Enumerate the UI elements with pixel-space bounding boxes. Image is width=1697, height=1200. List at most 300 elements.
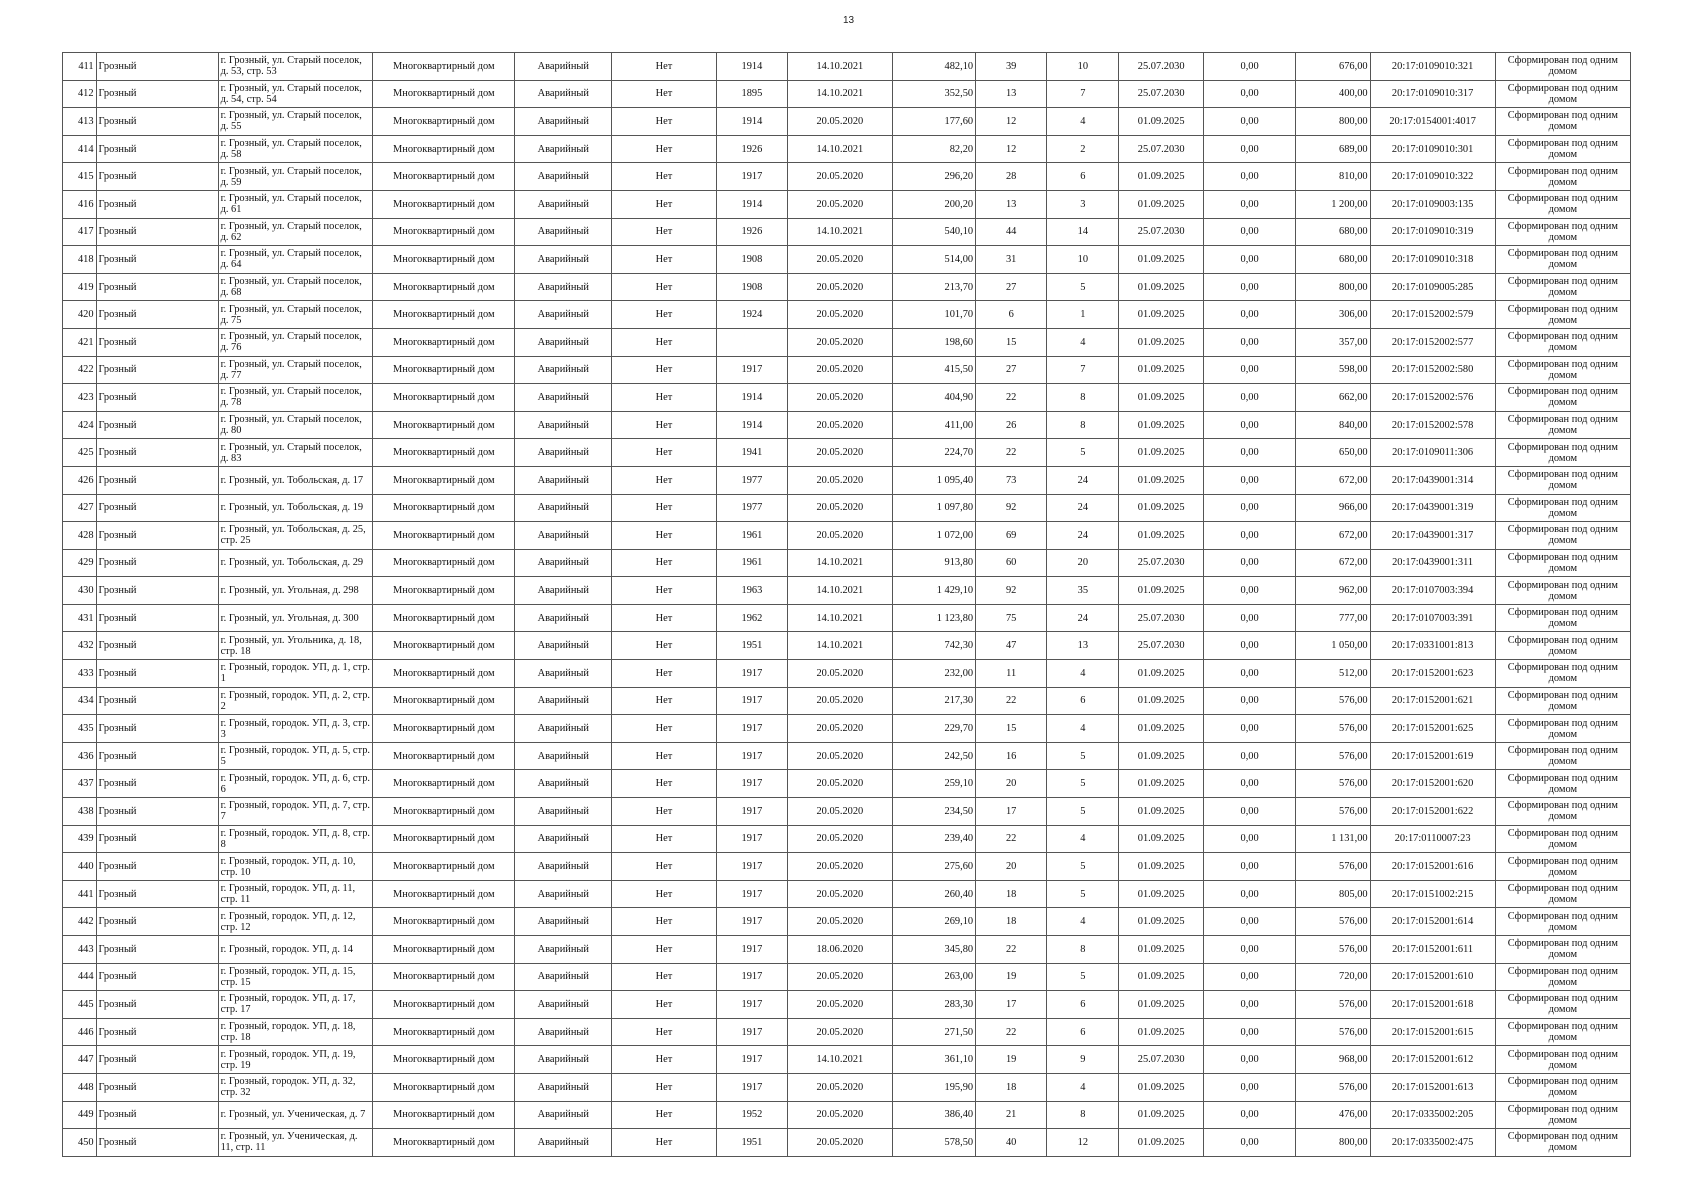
cell-resettlement-date: 01.09.2025: [1119, 522, 1203, 550]
cell-area: 1 123,80: [892, 604, 975, 632]
cell-address: г. Грозный, ул. Угольника, д. 18, стр. 18: [218, 632, 373, 660]
cell-recognition-date: 20.05.2020: [787, 798, 892, 826]
cell-residents: 18: [976, 1073, 1047, 1101]
cell-amount: 0,00: [1203, 880, 1296, 908]
cell-cadastral-number: 20:17:0152002:580: [1370, 356, 1495, 384]
table-row: [63, 80, 1631, 108]
cell-amount: 0,00: [1203, 1018, 1296, 1046]
cell-land-area: 672,00: [1296, 522, 1370, 550]
table-row: [63, 273, 1631, 301]
cell-apartments: 7: [1047, 356, 1119, 384]
cell-recognition-date: 20.05.2020: [787, 908, 892, 936]
cell-condition: Аварийный: [515, 1129, 612, 1157]
cell-land-area: 576,00: [1296, 715, 1370, 743]
cell-year-built: 1926: [716, 218, 787, 246]
cell-building-type: Многоквартирный дом: [373, 301, 515, 329]
cell-amount: 0,00: [1203, 384, 1296, 412]
cell-land-area: 1 050,00: [1296, 632, 1370, 660]
cell-land-status: Сформирован под одним домом: [1495, 825, 1630, 853]
cell-residents: 12: [976, 135, 1047, 163]
cell-cadastral-number: 20:17:0109010:318: [1370, 246, 1495, 274]
cell-condition: Аварийный: [515, 384, 612, 412]
cell-year-built: 1952: [716, 1101, 787, 1129]
cell-city: Грозный: [96, 218, 218, 246]
cell-area: 101,70: [892, 301, 975, 329]
cell-address: г. Грозный, ул. Старый поселок, д. 76: [218, 328, 373, 356]
cell-flag: Нет: [612, 1018, 717, 1046]
cell-city: Грозный: [96, 135, 218, 163]
cell-area: 177,60: [892, 108, 975, 136]
cell-flag: Нет: [612, 356, 717, 384]
cell-address: г. Грозный, ул. Угольная, д. 298: [218, 577, 373, 605]
cell-flag: Нет: [612, 687, 717, 715]
cell-apartments: 1: [1047, 301, 1119, 329]
table-row: [63, 53, 1631, 81]
cell-flag: Нет: [612, 522, 717, 550]
cell-flag: Нет: [612, 963, 717, 991]
cell-year-built: 1941: [716, 439, 787, 467]
cell-recognition-date: 20.05.2020: [787, 880, 892, 908]
cell-address: г. Грозный, ул. Старый поселок, д. 80: [218, 411, 373, 439]
cell-apartments: 9: [1047, 1046, 1119, 1074]
table-row: [63, 246, 1631, 274]
cell-flag: Нет: [612, 108, 717, 136]
cell-residents: 13: [976, 80, 1047, 108]
cell-flag: Нет: [612, 798, 717, 826]
cell-land-status: Сформирован под одним домом: [1495, 1101, 1630, 1129]
cell-land-status: Сформирован под одним домом: [1495, 577, 1630, 605]
cell-address: г. Грозный, городок. УП, д. 2, стр. 2: [218, 687, 373, 715]
cell-resettlement-date: 01.09.2025: [1119, 687, 1203, 715]
cell-apartments: 5: [1047, 770, 1119, 798]
cell-address: г. Грозный, ул. Старый поселок, д. 53, стр. 53: [218, 53, 373, 81]
cell-building-type: Многоквартирный дом: [373, 53, 515, 81]
cell-area: 200,20: [892, 190, 975, 218]
table-row: [63, 632, 1631, 660]
cell-amount: 0,00: [1203, 328, 1296, 356]
cell-building-type: Многоквартирный дом: [373, 742, 515, 770]
cell-apartments: 5: [1047, 273, 1119, 301]
cell-city: Грозный: [96, 1073, 218, 1101]
cell-row-number: 440: [63, 853, 97, 881]
cell-year-built: 1914: [716, 411, 787, 439]
table-row: [63, 687, 1631, 715]
cell-building-type: Многоквартирный дом: [373, 522, 515, 550]
cell-flag: Нет: [612, 880, 717, 908]
cell-area: 198,60: [892, 328, 975, 356]
cell-resettlement-date: 01.09.2025: [1119, 190, 1203, 218]
cell-residents: 22: [976, 439, 1047, 467]
cell-address: г. Грозный, ул. Старый поселок, д. 83: [218, 439, 373, 467]
cell-recognition-date: 20.05.2020: [787, 853, 892, 881]
cell-resettlement-date: 25.07.2030: [1119, 549, 1203, 577]
cell-building-type: Многоквартирный дом: [373, 356, 515, 384]
cell-recognition-date: 14.10.2021: [787, 632, 892, 660]
cell-apartments: 5: [1047, 798, 1119, 826]
cell-amount: 0,00: [1203, 742, 1296, 770]
cell-address: г. Грозный, ул. Старый поселок, д. 54, стр. 54: [218, 80, 373, 108]
cell-cadastral-number: 20:17:0109010:321: [1370, 53, 1495, 81]
cell-address: г. Грозный, ул. Старый поселок, д. 55: [218, 108, 373, 136]
cell-flag: Нет: [612, 384, 717, 412]
cell-building-type: Многоквартирный дом: [373, 880, 515, 908]
cell-row-number: 419: [63, 273, 97, 301]
cell-year-built: 1917: [716, 770, 787, 798]
cell-building-type: Многоквартирный дом: [373, 218, 515, 246]
cell-condition: Аварийный: [515, 411, 612, 439]
cell-land-area: 689,00: [1296, 135, 1370, 163]
cell-resettlement-date: 01.09.2025: [1119, 715, 1203, 743]
cell-land-status: Сформирован под одним домом: [1495, 963, 1630, 991]
table-row: [63, 880, 1631, 908]
cell-year-built: 1977: [716, 494, 787, 522]
cell-flag: Нет: [612, 328, 717, 356]
cell-address: г. Грозный, городок. УП, д. 6, стр. 6: [218, 770, 373, 798]
cell-residents: 19: [976, 963, 1047, 991]
cell-flag: Нет: [612, 991, 717, 1019]
cell-land-area: 962,00: [1296, 577, 1370, 605]
cell-apartments: 7: [1047, 80, 1119, 108]
cell-city: Грозный: [96, 798, 218, 826]
cell-resettlement-date: 01.09.2025: [1119, 936, 1203, 964]
cell-flag: Нет: [612, 632, 717, 660]
cell-cadastral-number: 20:17:0152001:611: [1370, 936, 1495, 964]
cell-city: Грозный: [96, 687, 218, 715]
cell-apartments: 8: [1047, 411, 1119, 439]
cell-building-type: Многоквартирный дом: [373, 991, 515, 1019]
cell-area: 1 072,00: [892, 522, 975, 550]
cell-row-number: 448: [63, 1073, 97, 1101]
cell-address: г. Грозный, ул. Ученическая, д. 7: [218, 1101, 373, 1129]
cell-building-type: Многоквартирный дом: [373, 80, 515, 108]
cell-residents: 19: [976, 1046, 1047, 1074]
cell-address: г. Грозный, городок. УП, д. 11, стр. 11: [218, 880, 373, 908]
cell-recognition-date: 20.05.2020: [787, 356, 892, 384]
cell-land-status: Сформирован под одним домом: [1495, 1018, 1630, 1046]
cell-resettlement-date: 01.09.2025: [1119, 660, 1203, 688]
cell-condition: Аварийный: [515, 715, 612, 743]
cell-amount: 0,00: [1203, 577, 1296, 605]
cell-recognition-date: 14.10.2021: [787, 549, 892, 577]
cell-area: 296,20: [892, 163, 975, 191]
cell-resettlement-date: 01.09.2025: [1119, 356, 1203, 384]
cell-amount: 0,00: [1203, 963, 1296, 991]
cell-year-built: 1895: [716, 80, 787, 108]
cell-amount: 0,00: [1203, 770, 1296, 798]
cell-condition: Аварийный: [515, 80, 612, 108]
cell-year-built: 1917: [716, 660, 787, 688]
cell-apartments: 10: [1047, 53, 1119, 81]
cell-resettlement-date: 01.09.2025: [1119, 798, 1203, 826]
cell-condition: Аварийный: [515, 246, 612, 274]
cell-land-area: 576,00: [1296, 687, 1370, 715]
cell-cadastral-number: 20:17:0109010:301: [1370, 135, 1495, 163]
cell-condition: Аварийный: [515, 549, 612, 577]
cell-cadastral-number: 20:17:0335002:475: [1370, 1129, 1495, 1157]
cell-row-number: 411: [63, 53, 97, 81]
cell-resettlement-date: 01.09.2025: [1119, 246, 1203, 274]
cell-land-status: Сформирован под одним домом: [1495, 218, 1630, 246]
cell-address: г. Грозный, ул. Старый поселок, д. 59: [218, 163, 373, 191]
cell-residents: 40: [976, 1129, 1047, 1157]
cell-flag: Нет: [612, 494, 717, 522]
cell-amount: 0,00: [1203, 632, 1296, 660]
cell-land-area: 576,00: [1296, 770, 1370, 798]
cell-year-built: 1917: [716, 356, 787, 384]
cell-land-area: 676,00: [1296, 53, 1370, 81]
cell-apartments: 24: [1047, 494, 1119, 522]
cell-cadastral-number: 20:17:0110007:23: [1370, 825, 1495, 853]
cell-address: г. Грозный, ул. Старый поселок, д. 61: [218, 190, 373, 218]
cell-condition: Аварийный: [515, 163, 612, 191]
cell-recognition-date: 18.06.2020: [787, 936, 892, 964]
cell-flag: Нет: [612, 549, 717, 577]
cell-land-area: 680,00: [1296, 218, 1370, 246]
cell-amount: 0,00: [1203, 190, 1296, 218]
cell-apartments: 24: [1047, 522, 1119, 550]
cell-resettlement-date: 01.09.2025: [1119, 908, 1203, 936]
cell-resettlement-date: 25.07.2030: [1119, 218, 1203, 246]
cell-row-number: 446: [63, 1018, 97, 1046]
cell-year-built: 1924: [716, 301, 787, 329]
cell-city: Грозный: [96, 908, 218, 936]
cell-resettlement-date: 01.09.2025: [1119, 963, 1203, 991]
cell-land-status: Сформирован под одним домом: [1495, 604, 1630, 632]
cell-recognition-date: 20.05.2020: [787, 1018, 892, 1046]
cell-condition: Аварийный: [515, 466, 612, 494]
cell-address: г. Грозный, ул. Старый поселок, д. 78: [218, 384, 373, 412]
cell-land-status: Сформирован под одним домом: [1495, 908, 1630, 936]
cell-address: г. Грозный, ул. Ученическая, д. 11, стр. 11: [218, 1129, 373, 1157]
cell-amount: 0,00: [1203, 53, 1296, 81]
cell-area: 540,10: [892, 218, 975, 246]
cell-building-type: Многоквартирный дом: [373, 1018, 515, 1046]
cell-amount: 0,00: [1203, 494, 1296, 522]
cell-condition: Аварийный: [515, 273, 612, 301]
cell-area: 913,80: [892, 549, 975, 577]
cell-building-type: Многоквартирный дом: [373, 466, 515, 494]
cell-year-built: 1917: [716, 908, 787, 936]
cell-resettlement-date: 25.07.2030: [1119, 632, 1203, 660]
cell-recognition-date: 20.05.2020: [787, 108, 892, 136]
cell-resettlement-date: 01.09.2025: [1119, 880, 1203, 908]
cell-city: Грозный: [96, 53, 218, 81]
cell-apartments: 8: [1047, 936, 1119, 964]
cell-land-status: Сформирован под одним домом: [1495, 715, 1630, 743]
cell-building-type: Многоквартирный дом: [373, 1129, 515, 1157]
cell-year-built: 1962: [716, 604, 787, 632]
cell-residents: 69: [976, 522, 1047, 550]
cell-year-built: 1951: [716, 1129, 787, 1157]
cell-apartments: 5: [1047, 439, 1119, 467]
cell-amount: 0,00: [1203, 991, 1296, 1019]
cell-condition: Аварийный: [515, 660, 612, 688]
cell-apartments: 6: [1047, 687, 1119, 715]
cell-flag: Нет: [612, 936, 717, 964]
cell-cadastral-number: 20:17:0331001:813: [1370, 632, 1495, 660]
cell-flag: Нет: [612, 466, 717, 494]
cell-city: Грозный: [96, 1046, 218, 1074]
cell-land-area: 576,00: [1296, 853, 1370, 881]
cell-condition: Аварийный: [515, 908, 612, 936]
table-row: [63, 1101, 1631, 1129]
table-row: [63, 328, 1631, 356]
cell-building-type: Многоквартирный дом: [373, 190, 515, 218]
cell-city: Грозный: [96, 549, 218, 577]
cell-city: Грозный: [96, 632, 218, 660]
cell-amount: 0,00: [1203, 908, 1296, 936]
cell-residents: 44: [976, 218, 1047, 246]
cell-land-area: 800,00: [1296, 108, 1370, 136]
table-row: [63, 715, 1631, 743]
cell-land-area: 810,00: [1296, 163, 1370, 191]
cell-recognition-date: 20.05.2020: [787, 246, 892, 274]
cell-city: Грозный: [96, 301, 218, 329]
cell-flag: Нет: [612, 53, 717, 81]
cell-land-area: 598,00: [1296, 356, 1370, 384]
cell-city: Грозный: [96, 494, 218, 522]
cell-residents: 16: [976, 742, 1047, 770]
cell-recognition-date: 14.10.2021: [787, 1046, 892, 1074]
cell-building-type: Многоквартирный дом: [373, 439, 515, 467]
cell-recognition-date: 20.05.2020: [787, 494, 892, 522]
cell-land-status: Сформирован под одним домом: [1495, 108, 1630, 136]
cell-land-status: Сформирован под одним домом: [1495, 53, 1630, 81]
cell-recognition-date: 20.05.2020: [787, 1101, 892, 1129]
cell-row-number: 431: [63, 604, 97, 632]
cell-building-type: Многоквартирный дом: [373, 825, 515, 853]
cell-area: 411,00: [892, 411, 975, 439]
cell-building-type: Многоквартирный дом: [373, 853, 515, 881]
cell-recognition-date: 20.05.2020: [787, 687, 892, 715]
cell-flag: Нет: [612, 853, 717, 881]
cell-cadastral-number: 20:17:0152001:610: [1370, 963, 1495, 991]
cell-recognition-date: 20.05.2020: [787, 742, 892, 770]
cell-residents: 15: [976, 328, 1047, 356]
cell-row-number: 430: [63, 577, 97, 605]
cell-land-status: Сформирован под одним домом: [1495, 411, 1630, 439]
cell-recognition-date: 20.05.2020: [787, 466, 892, 494]
cell-row-number: 439: [63, 825, 97, 853]
cell-residents: 22: [976, 825, 1047, 853]
cell-address: г. Грозный, городок. УП, д. 15, стр. 15: [218, 963, 373, 991]
cell-city: Грозный: [96, 991, 218, 1019]
cell-flag: Нет: [612, 273, 717, 301]
cell-land-status: Сформирован под одним домом: [1495, 273, 1630, 301]
table-row: [63, 1046, 1631, 1074]
cell-amount: 0,00: [1203, 411, 1296, 439]
cell-area: 195,90: [892, 1073, 975, 1101]
cell-cadastral-number: 20:17:0439001:311: [1370, 549, 1495, 577]
cell-apartments: 10: [1047, 246, 1119, 274]
cell-row-number: 412: [63, 80, 97, 108]
cell-resettlement-date: 25.07.2030: [1119, 53, 1203, 81]
cell-year-built: 1917: [716, 715, 787, 743]
cell-year-built: 1914: [716, 53, 787, 81]
cell-address: г. Грозный, ул. Угольная, д. 300: [218, 604, 373, 632]
cell-row-number: 416: [63, 190, 97, 218]
cell-year-built: 1917: [716, 963, 787, 991]
cell-residents: 13: [976, 190, 1047, 218]
cell-land-status: Сформирован под одним домом: [1495, 356, 1630, 384]
cell-year-built: 1914: [716, 384, 787, 412]
cell-apartments: 4: [1047, 328, 1119, 356]
cell-building-type: Многоквартирный дом: [373, 1046, 515, 1074]
cell-resettlement-date: 01.09.2025: [1119, 853, 1203, 881]
cell-condition: Аварийный: [515, 522, 612, 550]
cell-land-area: 672,00: [1296, 549, 1370, 577]
cell-city: Грозный: [96, 108, 218, 136]
cell-land-status: Сформирован под одним домом: [1495, 687, 1630, 715]
cell-flag: Нет: [612, 908, 717, 936]
cell-recognition-date: 20.05.2020: [787, 522, 892, 550]
cell-land-status: Сформирован под одним домом: [1495, 880, 1630, 908]
cell-area: 260,40: [892, 880, 975, 908]
cell-apartments: 12: [1047, 1129, 1119, 1157]
cell-area: 514,00: [892, 246, 975, 274]
cell-resettlement-date: 01.09.2025: [1119, 466, 1203, 494]
cell-apartments: 20: [1047, 549, 1119, 577]
cell-condition: Аварийный: [515, 1046, 612, 1074]
cell-city: Грозный: [96, 273, 218, 301]
cell-amount: 0,00: [1203, 1129, 1296, 1157]
cell-residents: 22: [976, 1018, 1047, 1046]
cell-amount: 0,00: [1203, 604, 1296, 632]
cell-condition: Аварийный: [515, 770, 612, 798]
cell-cadastral-number: 20:17:0152002:577: [1370, 328, 1495, 356]
table-row: [63, 825, 1631, 853]
cell-year-built: 1917: [716, 880, 787, 908]
cell-condition: Аварийный: [515, 742, 612, 770]
cell-amount: 0,00: [1203, 466, 1296, 494]
cell-row-number: 414: [63, 135, 97, 163]
cell-cadastral-number: 20:17:0109003:135: [1370, 190, 1495, 218]
cell-land-status: Сформирован под одним домом: [1495, 1073, 1630, 1101]
cell-row-number: 438: [63, 798, 97, 826]
cell-land-status: Сформирован под одним домом: [1495, 301, 1630, 329]
cell-condition: Аварийный: [515, 135, 612, 163]
table-row: [63, 798, 1631, 826]
cell-flag: Нет: [612, 770, 717, 798]
table-row: [63, 494, 1631, 522]
cell-year-built: 1917: [716, 742, 787, 770]
cell-amount: 0,00: [1203, 825, 1296, 853]
cell-land-status: Сформирован под одним домом: [1495, 798, 1630, 826]
cell-land-area: 968,00: [1296, 1046, 1370, 1074]
cell-amount: 0,00: [1203, 218, 1296, 246]
cell-amount: 0,00: [1203, 246, 1296, 274]
cell-resettlement-date: 01.09.2025: [1119, 1101, 1203, 1129]
table-row: [63, 411, 1631, 439]
cell-land-status: Сформирован под одним домом: [1495, 1129, 1630, 1157]
cell-area: 386,40: [892, 1101, 975, 1129]
cell-land-status: Сформирован под одним домом: [1495, 163, 1630, 191]
cell-address: г. Грозный, городок. УП, д. 32, стр. 32: [218, 1073, 373, 1101]
cell-recognition-date: 20.05.2020: [787, 1073, 892, 1101]
cell-apartments: 4: [1047, 660, 1119, 688]
cell-land-area: 672,00: [1296, 466, 1370, 494]
cell-city: Грозный: [96, 246, 218, 274]
cell-area: 217,30: [892, 687, 975, 715]
cell-condition: Аварийный: [515, 936, 612, 964]
cell-recognition-date: 20.05.2020: [787, 963, 892, 991]
cell-land-status: Сформирован под одним домом: [1495, 936, 1630, 964]
table-row: [63, 770, 1631, 798]
cell-building-type: Многоквартирный дом: [373, 135, 515, 163]
cell-resettlement-date: 25.07.2030: [1119, 1046, 1203, 1074]
cell-recognition-date: 14.10.2021: [787, 218, 892, 246]
cell-city: Грозный: [96, 577, 218, 605]
